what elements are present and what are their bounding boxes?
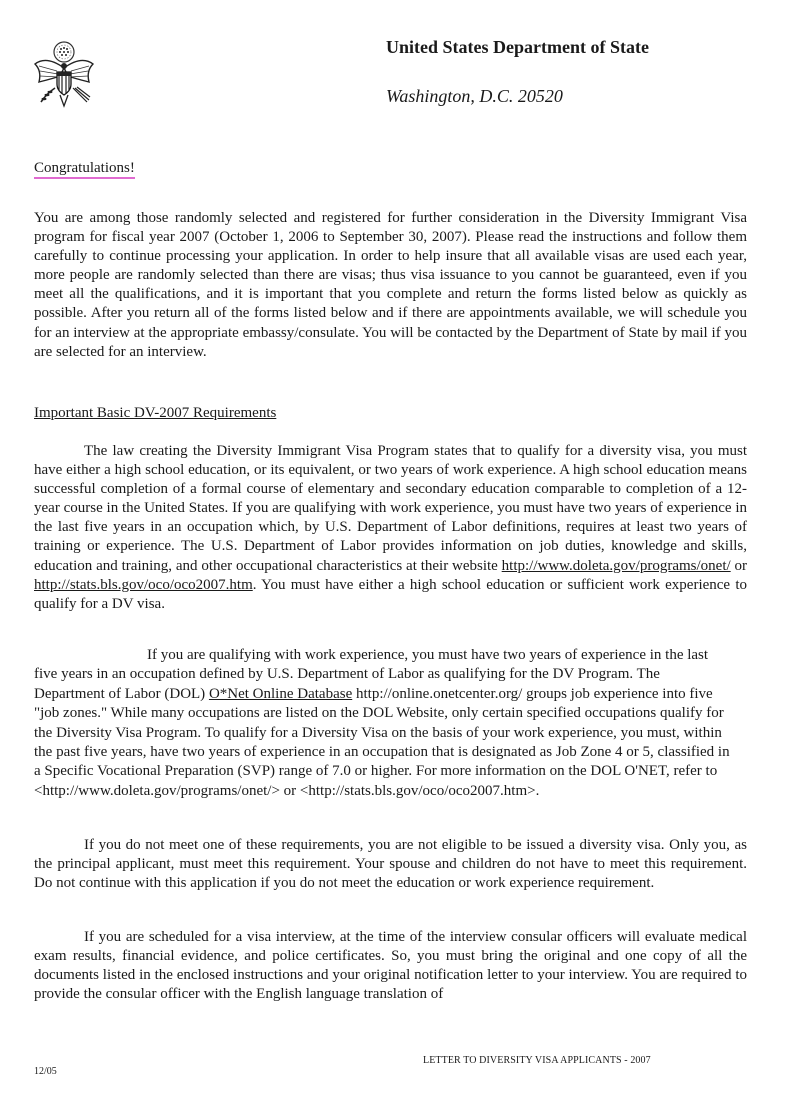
bls-link[interactable]: http://stats.bls.gov/oco/oco2007.htm [34, 576, 253, 593]
paragraph-text: or [730, 557, 747, 574]
department-title: United States Department of State [386, 37, 649, 57]
paragraph-text: The law creating the Diversity Immigrant Visa Program states that to qualify for a diversity visa, you must have either a high school education, or its equivalent, or two years of work experience. A high school education means successful completion of a formal course of elementary and secondary education comparable to completion of a 12-year course in the United States. If you are qualifying with work experience, you must have two years of experience in the last five years in an occupation which, by U.S. Department of Labor definitions, requires at least two years of training or experience. The U.S. Department of Labor provides information on job duties, knowledge and skills, education and training, and other occupational characteristics at their website [34, 443, 747, 574]
greeting: Congratulations! [34, 160, 135, 179]
footer-title: LETTER TO DIVERSITY VISA APPLICANTS - 2007 [423, 1055, 651, 1066]
department-of-state-seal-icon [33, 38, 95, 110]
paragraph-text: If you are qualifying with work experience, you must have two years of experience in the last five years in an occupation defined by U.S. Department of Labor as qualifying for the DV Program. The Department of Labor (DOL) [34, 647, 709, 702]
doleta-link[interactable]: http://www.doleta.gov/programs/onet/ [501, 557, 731, 574]
section-heading: Important Basic DV-2007 Requirements [34, 405, 277, 421]
paragraph-work-experience [34, 646, 734, 801]
paragraph-text: . You must have either a high school education or sufficient work experience to qualify for a DV visa. [34, 576, 747, 612]
paragraph-selection-notice: You are among those randomly selected and registered for further consideration in the Diversity Immigrant Visa program for fiscal year 2007 (October 1, 2006 to September 30, 2007). Please read the instructions and follow them carefully to continue processing your application. In order to help insure that all available visas are used each year, more people are randomly selected than there are visas; thus visa issuance to you cannot be guaranteed, even if you meet all the qualifications, and it is important that you complete and return the forms listed below as quickly as possible. After you return all of the forms listed below and if there are appointments available, we will schedule you for an interview at the appropriate embassy/consulate. You will be contacted by the Department of State by mail if you are selected for an interview. [34, 210, 747, 360]
paragraph-interview: If you are scheduled for a visa interview, at the time of the interview consular officers will evaluate medical exam results, financial evidence, and police certificates. So, you must bring the original and one copy of all the documents listed in the enclosed instructions and your original notification letter to your interview. You are required to provide the consular officer with the English language translation of [34, 929, 747, 1003]
department-address: Washington, D.C. 20520 [386, 86, 563, 106]
paragraph-text: http://online.onetcenter.org/ groups job experience into five "job zones." While many occupations are listed on the DOL Website, only certain specified occupations qualify for the Diversity Visa Program. To qualify for a Diversity Visa on the basis of your work experience, you must, within the past five years, have two years of experience in an occupation that is designated as Job Zone 4 or 5, classified in a Specific Vocational Preparation (SVP) range of 7.0 or higher. For more information on the DOL O'NET, refer to <http://www.doleta.gov/programs/onet/> or <http://stats.bls.gov/oco/oco2007.htm>. [34, 685, 730, 799]
footer-code: 12/05 [34, 1066, 57, 1077]
onet-database-link[interactable]: O*Net Online Database [208, 685, 353, 702]
paragraph-eligibility: If you do not meet one of these requirements, you are not eligible to be issued a diversity visa. Only you, as the principal applicant, must meet this requirement. Your spouse and children do not have to meet this requirement. Do not continue with this application if you do not meet the education or work experience requirement. [34, 837, 747, 892]
paragraph-requirements [34, 442, 747, 614]
